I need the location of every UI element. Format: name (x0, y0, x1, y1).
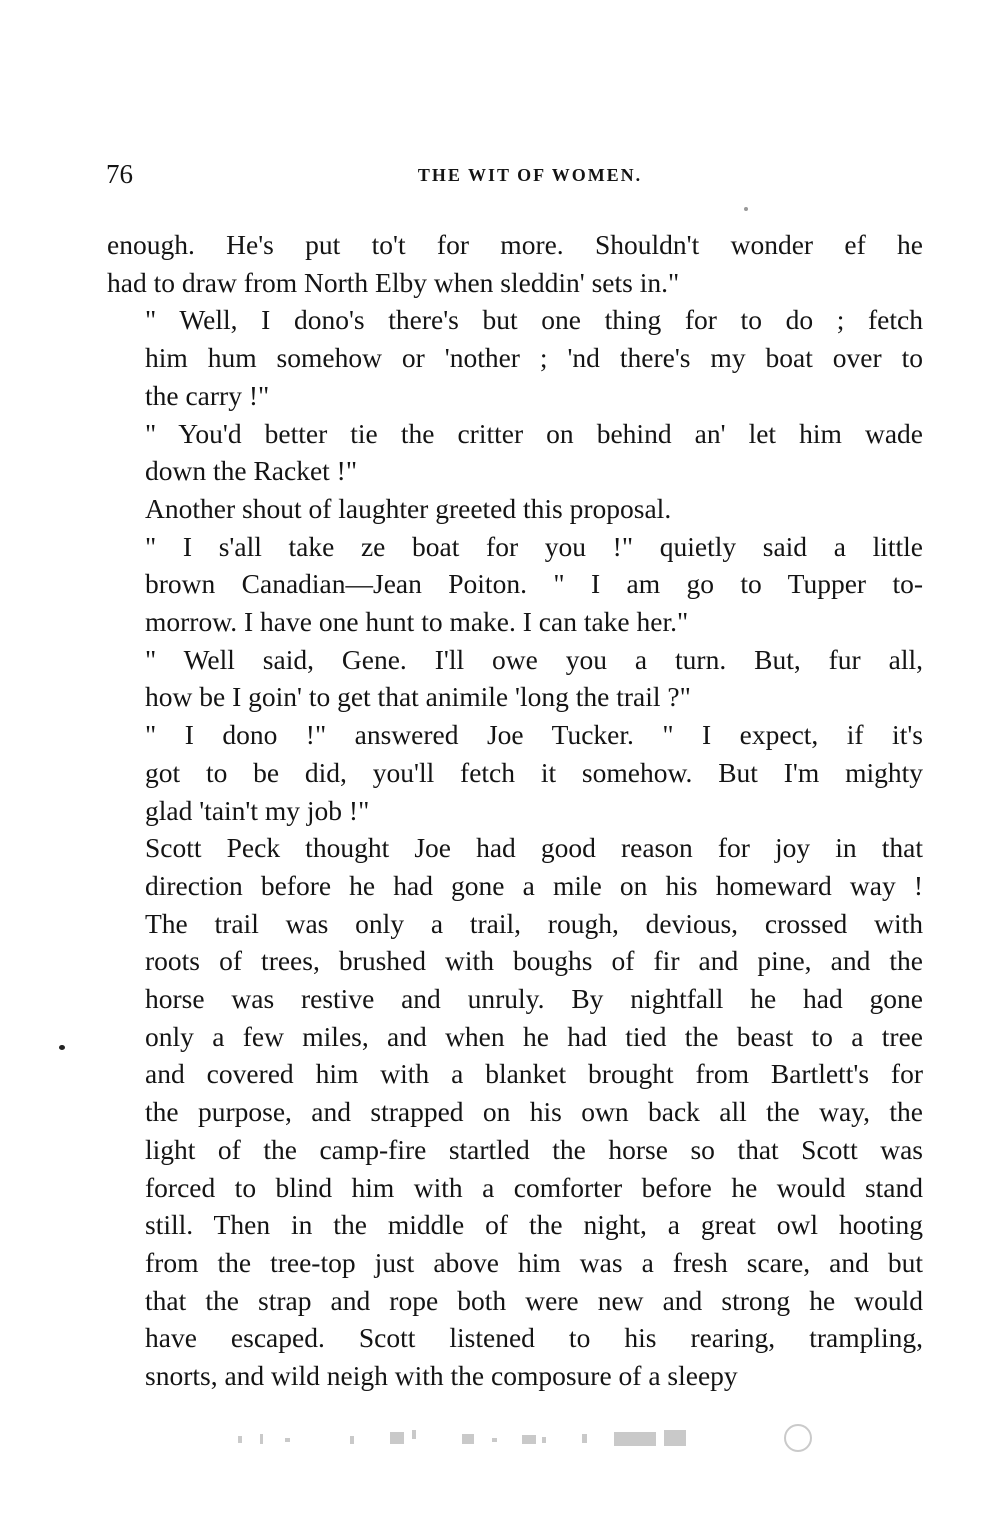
text-line: horse was restive and unruly. By nightfall he had gone (145, 983, 923, 1015)
text-line: light of the camp-fire startled the horse so that Scott was (145, 1133, 923, 1165)
paragraph (107, 226, 923, 301)
paragraph (107, 490, 923, 528)
paragraph (107, 528, 923, 641)
ink-speck (59, 1045, 65, 1050)
text-line: the carry !" (145, 379, 270, 411)
text-line: forced to blind him with a comforter before he would stand (145, 1171, 923, 1203)
text-line: and covered him with a blanket brought from Bartlett's for (145, 1058, 923, 1090)
text-line: Another shout of laughter greeted this proposal. (145, 492, 672, 524)
text-line: " Well said, Gene. I'll owe you a turn. But, fur all, (145, 643, 923, 675)
text-line: " I dono !" answered Joe Tucker. " I expect, if it's (145, 719, 923, 751)
paragraph (107, 641, 923, 716)
text-line: had to draw from North Elby when sleddin' sets in." (107, 266, 680, 298)
paragraph (107, 415, 923, 490)
paragraph (107, 829, 923, 1395)
text-line: brown Canadian—Jean Poiton. " I am go to Tupper to- (145, 568, 923, 600)
text-line: " You'd better tie the critter on behind an' let him wade (145, 417, 923, 449)
text-line: " I s'all take ze boat for you !" quietly said a little (145, 530, 923, 562)
text-line: only a few miles, and when he had tied the beast to a tree (145, 1020, 923, 1052)
page-number: 76 (106, 159, 133, 189)
text-line: still. Then in the middle of the night, a great owl hooting (145, 1209, 923, 1241)
text-line: glad 'tain't my job !" (145, 794, 370, 826)
text-line: have escaped. Scott listened to his rearing, trampling, (145, 1322, 923, 1354)
ink-speck (744, 207, 748, 211)
text-line: how be I goin' to get that animile 'long the trail ?" (145, 681, 691, 713)
text-line: from the tree-top just above him was a fresh scare, and but (145, 1246, 923, 1278)
text-line: the purpose, and strapped on his own back all the way, the (145, 1096, 923, 1128)
paragraph (107, 301, 923, 414)
text-line: got to be did, you'll fetch it somehow. But I'm mighty (145, 756, 923, 788)
text-line: The trail was only a trail, rough, devious, crossed with (145, 907, 923, 939)
paragraph (107, 716, 923, 829)
text-line: Scott Peck thought Joe had good reason for joy in that (145, 832, 923, 864)
running-head: THE WIT OF WOMEN. (417, 165, 643, 185)
scan-watermark-smudge (230, 1420, 820, 1460)
text-line: that the strap and rope both were new and strong he would (145, 1284, 923, 1316)
text-line: " Well, I dono's there's but one thing for to do ; fetch (145, 304, 923, 336)
text-line: him hum somehow or 'nother ; 'nd there's my boat over to (145, 342, 923, 374)
page-header (106, 156, 924, 192)
body-text (107, 226, 923, 1395)
text-line: snorts, and wild neigh with the composure of a sleepy (145, 1360, 738, 1392)
text-line: down the Racket !" (145, 455, 358, 487)
text-line: morrow. I have one hunt to make. I can take her." (145, 606, 689, 638)
text-line: enough. He's put to't for more. Shouldn't wonder ef he (107, 229, 923, 260)
text-line: direction before he had gone a mile on his homeward way ! (145, 869, 923, 901)
text-line: roots of trees, brushed with boughs of fir and pine, and the (145, 945, 923, 977)
